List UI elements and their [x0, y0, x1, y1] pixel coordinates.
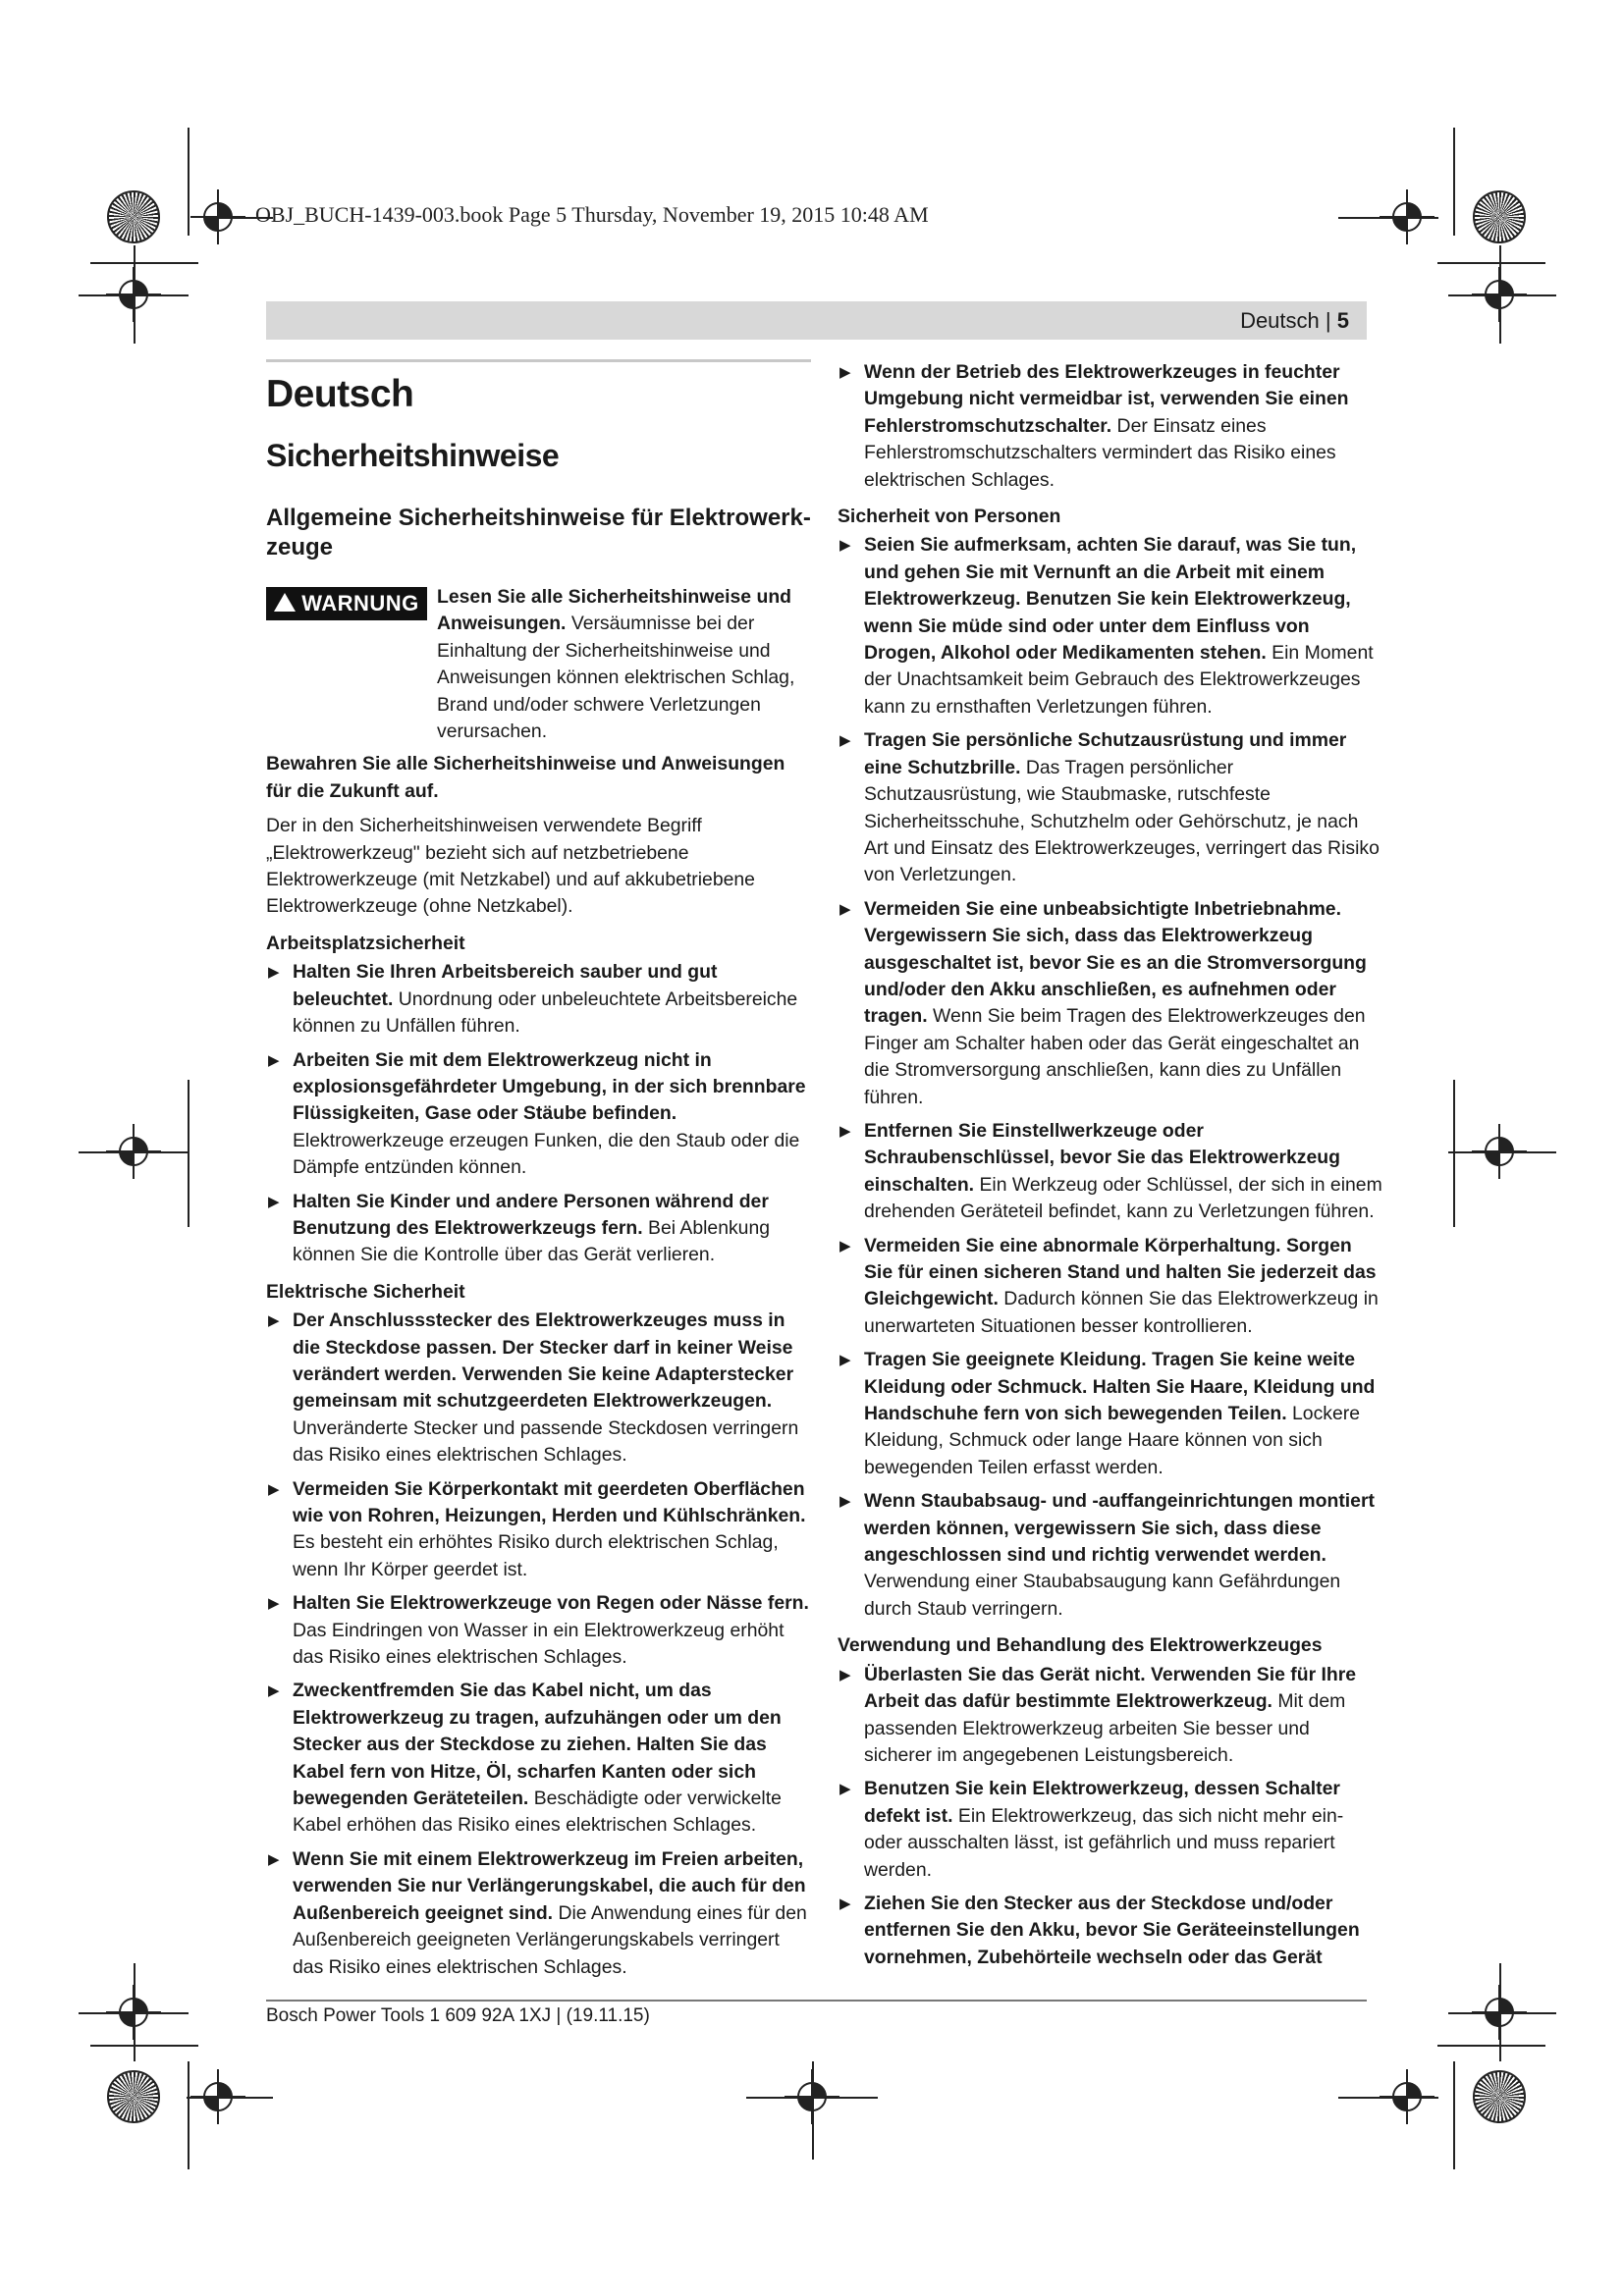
bullet-arrow-icon: ▶ — [268, 1480, 280, 1498]
list-item — [838, 896, 1382, 1111]
list-item — [266, 1846, 811, 1981]
left-column — [266, 359, 811, 1988]
bullet-arrow-icon: ▶ — [839, 1666, 851, 1683]
list-item — [838, 1488, 1382, 1623]
item-bold-text: Arbeiten Sie mit dem Elektrowerkzeug nicht in explosionsgefährdeter Umgebung, in der sich brennbare Flüssigkeiten, Gase oder Stäube befinden. — [293, 1048, 806, 1125]
column-rule — [266, 359, 811, 362]
item-text: Das Tragen persönlicher Schutzausrüstung, wie Staubmaske, rutschfeste Sicherheitsschuhe, Schutzhelm oder Gehörschutz, je nach Art und Einsatz des Elektrowerkzeuges, verringert das Risiko von Verletzungen. — [864, 756, 1380, 886]
item-text: Das Eindringen von Wasser in ein Elektrowerkzeug erhöht das Risiko eines elektrischen Schlages. — [293, 1619, 785, 1669]
registration-mark-icon — [1380, 189, 1435, 244]
list-personal — [838, 532, 1382, 1623]
warning-badge — [266, 587, 427, 620]
page-number: 5 — [1336, 308, 1349, 333]
keep-instructions: Bewahren Sie alle Sicherheitshinweise und Anweisungen für die Zukunft auf. — [266, 753, 785, 802]
bullet-arrow-icon: ▶ — [268, 1595, 280, 1613]
bullet-arrow-icon: ▶ — [268, 1850, 280, 1868]
list-item — [838, 1891, 1382, 1971]
page-header — [266, 301, 1367, 340]
bullet-arrow-icon: ▶ — [268, 964, 280, 982]
color-wheel-icon — [1473, 2070, 1526, 2123]
item-bold-text: Halten Sie Kinder und andere Personen während der Benutzung des Elektrowerkzeugs fern. — [293, 1190, 769, 1239]
item-text: Elektrowerkzeuge erzeugen Funken, die den Staub oder die Dämpfe entzünden können. — [293, 1129, 800, 1179]
bullet-arrow-icon: ▶ — [839, 1895, 851, 1912]
page-title: Deutsch — [266, 373, 414, 415]
item-text: Lockere Kleidung, Schmuck oder lange Haare können von sich bewegenden Teilen erfasst werden. — [864, 1403, 1361, 1478]
subheading-workplace: Arbeitsplatzsicherheit — [266, 932, 465, 954]
item-text: Bei Ablenkung können Sie die Kontrolle über das Gerät verlieren. — [293, 1216, 771, 1266]
list-item — [838, 1662, 1382, 1770]
page-footer: Bosch Power Tools 1 609 92A 1XJ | (19.11.15) — [266, 2005, 650, 2026]
item-text: Wenn Sie beim Tragen des Elektrowerkzeuges den Finger am Schalter haben oder das Gerät eingeschaltet an die Stromversorgung anschließen, kann dies zu Unfällen führen. — [864, 1005, 1366, 1108]
color-wheel-icon — [107, 2070, 160, 2123]
item-bold-text: Wenn der Betrieb des Elektrowerkzeuges in feuchter Umgebung nicht vermeidbar ist, verwenden Sie einen Fehlerstromschutzschalter. — [864, 361, 1349, 437]
item-bold-text: Ziehen Sie den Stecker aus der Steckdose und/oder entfernen Sie den Akku, bevor Sie Geräteeinstellungen vornehmen, Zubehörteile wechseln oder das Gerät — [864, 1892, 1360, 1968]
list-item — [838, 727, 1382, 888]
list-item — [838, 1118, 1382, 1226]
subheading-tool-use: Verwendung und Behandlung des Elektrowerkzeuges — [838, 1634, 1323, 1657]
subsection-title: Allgemeine Sicherheitshinweise für Elektrowerk-zeuge — [266, 505, 811, 561]
item-bold-text: Der Anschlussstecker des Elektrowerkzeuges muss in die Steckdose passen. Der Stecker darf in keiner Weise verändert werden. Verwenden Sie keine Adapterstecker gemeinsam mit schutzgeerdeten Elektrowerkzeugen. — [293, 1309, 794, 1413]
book-info-line: OBJ_BUCH-1439-003.book Page 5 Thursday, November 19, 2015 10:48 AM — [255, 202, 929, 227]
item-bold-text: Entfernen Sie Einstellwerkzeuge oder Schraubenschlüssel, bevor Sie das Elektrowerkzeug einschalten. — [864, 1119, 1340, 1196]
list-item — [266, 1189, 811, 1269]
warning-triangle-icon — [274, 593, 296, 612]
item-text: Dadurch können Sie das Elektrowerkzeug in unerwarteten Situationen besser kontrollieren. — [864, 1288, 1379, 1337]
item-bold-text: Zweckentfremden Sie das Kabel nicht, um das Elektrowerkzeug zu tragen, aufzuhängen oder um den Stecker aus der Steckdose zu ziehen. Halten Sie das Kabel fern von Hitze, Öl, scharfen Kanten oder sich bewegenden Geräteteilen. — [293, 1680, 782, 1810]
item-bold-text: Vermeiden Sie Körperkontakt mit geerdeten Oberflächen wie von Rohren, Heizungen, Herden und Kühlschränken. — [293, 1477, 806, 1526]
list-item — [266, 1476, 811, 1584]
item-bold-text: Vermeiden Sie eine unbeabsichtigte Inbetriebnahme. Vergewissern Sie sich, dass das Elektrowerkzeug ausgeschaltet ist, bevor Sie es an die Stromversorgung und/oder den Akku anschließen, es aufnehmen oder tragen. — [864, 897, 1367, 1028]
bullet-arrow-icon: ▶ — [839, 1352, 851, 1369]
registration-mark-icon — [190, 189, 245, 244]
list-item — [266, 959, 811, 1040]
warning-text: Versäumnisse bei der Einhaltung der Sicherheitshinweise und Anweisungen können elektrischen Schlag, Brand und/oder schwere Verletzungen verursachen. — [437, 613, 795, 743]
item-bold-text: Überlasten Sie das Gerät nicht. Verwenden Sie für Ihre Arbeit das dafür bestimmte Elektrowerkzeug. — [864, 1663, 1357, 1713]
item-bold-text: Benutzen Sie kein Elektrowerkzeug, dessen Schalter defekt ist. — [864, 1778, 1340, 1827]
item-bold-text: Wenn Sie mit einem Elektrowerkzeug im Freien arbeiten, verwenden Sie nur Verlängerungskabel, die auch für den Außenbereich geeignet sind. — [293, 1847, 806, 1924]
item-bold-text: Halten Sie Ihren Arbeitsbereich sauber und gut beleuchtet. — [293, 961, 718, 1010]
list-item — [266, 1678, 811, 1839]
item-text: Ein Werkzeug oder Schlüssel, der sich in einem drehenden Geräteteil befindet, kann zu Verletzungen führen. — [864, 1173, 1382, 1223]
subheading-electrical: Elektrische Sicherheit — [266, 1280, 465, 1303]
section-title: Sicherheitshinweise — [266, 438, 560, 473]
bullet-arrow-icon: ▶ — [268, 1051, 280, 1069]
list-electrical — [266, 1308, 811, 1981]
list-item — [266, 1590, 811, 1671]
bullet-arrow-icon: ▶ — [839, 900, 851, 918]
item-bold-text: Halten Sie Elektrowerkzeuge von Regen oder Nässe fern. — [293, 1592, 809, 1615]
color-wheel-icon — [1473, 190, 1526, 243]
item-text: Der Einsatz eines Fehlerstromschutzschalters vermindert das Risiko eines elektrischen Schlages. — [864, 414, 1336, 491]
list-item — [838, 1347, 1382, 1481]
item-bold-text: Tragen Sie geeignete Kleidung. Tragen Sie keine weite Kleidung oder Schmuck. Halten Sie Haare, Kleidung und Handschuhe fern von sich bewegenden Teilen. — [864, 1349, 1376, 1425]
bullet-arrow-icon: ▶ — [839, 1781, 851, 1798]
subheading-personal: Sicherheit von Personen — [838, 506, 1061, 528]
bullet-arrow-icon: ▶ — [839, 1493, 851, 1511]
list-item — [838, 1233, 1382, 1341]
item-text: Beschädigte oder verwickelte Kabel erhöhen das Risiko eines elektrischen Schlages. — [293, 1788, 782, 1837]
list-item — [838, 1776, 1382, 1884]
bullet-arrow-icon: ▶ — [839, 732, 851, 750]
item-text: Die Anwendung eines für den Außenbereich geeigneten Verlängerungskabels verringert das Risiko eines elektrischen Schlages. — [293, 1901, 807, 1978]
header-section: Deutsch — [1240, 308, 1320, 333]
list-tool-use — [838, 1662, 1382, 1971]
right-column — [838, 359, 1382, 1978]
item-text: Ein Elektrowerkzeug, das sich nicht mehr ein- oder ausschalten lässt, ist gefährlich und muss repariert werden. — [864, 1804, 1344, 1881]
item-text: Mit dem passenden Elektrowerkzeug arbeiten Sie besser und sicherer im angegebenen Leistungsbereich. — [864, 1690, 1346, 1766]
bullet-arrow-icon: ▶ — [839, 537, 851, 555]
bullet-arrow-icon: ▶ — [268, 1312, 280, 1330]
bullet-arrow-icon: ▶ — [268, 1193, 280, 1210]
bullet-arrow-icon: ▶ — [839, 1237, 851, 1255]
bullet-arrow-icon: ▶ — [268, 1682, 280, 1700]
item-text: Verwendung einer Staubabsaugung kann Gefährdungen durch Staub verringern. — [864, 1571, 1341, 1620]
bullet-arrow-icon: ▶ — [839, 1122, 851, 1140]
footer-rule — [266, 2000, 1367, 2002]
list-item — [838, 359, 1382, 494]
warning-bold: Lesen Sie alle Sicherheitshinweise und Anweisungen. — [437, 586, 792, 635]
warning-label: WARNUNG — [301, 591, 419, 615]
item-bold-text: Tragen Sie persönliche Schutzausrüstung und immer eine Schutzbrille. — [864, 729, 1347, 778]
item-text: Ein Moment der Unachtsamkeit beim Gebrauch des Elektrowerkzeuges kann zu ernsthaften Verletzungen führen. — [864, 642, 1374, 718]
item-text: Unveränderte Stecker und passende Steckdosen verringern das Risiko eines elektrischen Schlages. — [293, 1416, 799, 1467]
header-text — [1240, 308, 1349, 334]
list-item — [838, 532, 1382, 721]
item-bold-text: Vermeiden Sie eine abnormale Körperhaltung. Sorgen Sie für einen sicheren Stand und halten Sie jederzeit das Gleichgewicht. — [864, 1234, 1377, 1310]
bullet-arrow-icon: ▶ — [839, 364, 851, 381]
color-wheel-icon — [107, 190, 160, 243]
header-separator: | — [1325, 308, 1331, 333]
list-item — [266, 1047, 811, 1182]
list-item — [266, 1308, 811, 1468]
item-text: Es besteht ein erhöhtes Risiko durch elektrischen Schlag, wenn Ihr Körper geerdet ist. — [293, 1531, 779, 1580]
warning-block — [266, 584, 811, 745]
term-definition: Der in den Sicherheitshinweisen verwendete Begriff „Elektrowerkzeug" bezieht sich auf netzbetriebene Elektrowerkzeuge (mit Netzkabel) und auf akkubetriebene Elektrowerkzeuge (ohne Netzkabel). — [266, 815, 755, 918]
item-text: Unordnung oder unbeleuchtete Arbeitsbereiche können zu Unfällen führen. — [293, 988, 798, 1038]
list-electrical-cont — [838, 359, 1382, 494]
list-workplace — [266, 959, 811, 1268]
item-bold-text: Wenn Staubabsaug- und -auffangeinrichtungen montiert werden können, vergewissern Sie sich, dass diese angeschlossen sind und richtig verwendet werden. — [864, 1490, 1375, 1567]
item-bold-text: Seien Sie aufmerksam, achten Sie darauf, was Sie tun, und gehen Sie mit Vernunft an die Arbeit mit einem Elektrowerkzeug. Benutzen Sie kein Elektrowerkzeug, wenn Sie müde sind oder unter dem Einfluss von Drogen, Alkohol oder Medikamenten stehen. — [864, 534, 1357, 665]
